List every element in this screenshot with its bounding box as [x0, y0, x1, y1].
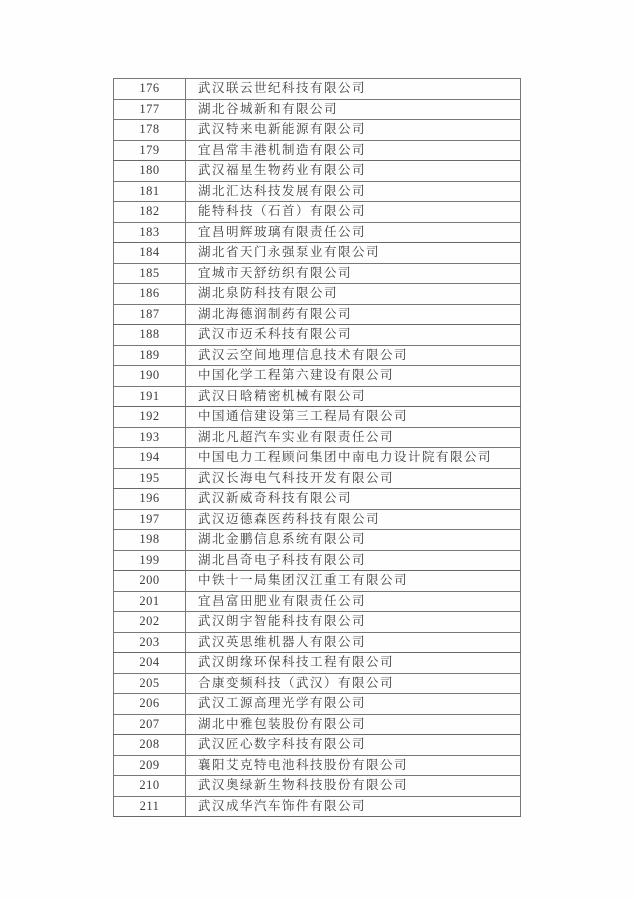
- company-name: 武汉福星生物药业有限公司: [186, 161, 521, 182]
- row-number: 185: [114, 263, 186, 284]
- table-row: [114, 694, 521, 715]
- table-row: [114, 366, 521, 387]
- row-number: 179: [114, 140, 186, 161]
- row-number: 199: [114, 550, 186, 571]
- table-row: [114, 550, 521, 571]
- company-name: 武汉奥绿新生物科技股份有限公司: [186, 776, 521, 797]
- company-table-body: [114, 79, 521, 817]
- company-name: 宜昌富田肥业有限责任公司: [186, 591, 521, 612]
- row-number: 192: [114, 407, 186, 428]
- table-row: [114, 448, 521, 469]
- table-row: [114, 755, 521, 776]
- company-name: 宜昌常丰港机制造有限公司: [186, 140, 521, 161]
- company-name: 湖北金鹏信息系统有限公司: [186, 530, 521, 551]
- row-number: 200: [114, 571, 186, 592]
- row-number: 180: [114, 161, 186, 182]
- row-number: 198: [114, 530, 186, 551]
- row-number: 191: [114, 386, 186, 407]
- table-row: [114, 304, 521, 325]
- row-number: 190: [114, 366, 186, 387]
- company-name: 能特科技（石首）有限公司: [186, 202, 521, 223]
- row-number: 177: [114, 99, 186, 120]
- company-name: 湖北昌奇电子科技有限公司: [186, 550, 521, 571]
- table-row: [114, 386, 521, 407]
- row-number: 176: [114, 79, 186, 100]
- table-row: [114, 202, 521, 223]
- table-row: [114, 407, 521, 428]
- row-number: 197: [114, 509, 186, 530]
- company-name: 宜城市天舒纺织有限公司: [186, 263, 521, 284]
- company-name: 湖北汇达科技发展有限公司: [186, 181, 521, 202]
- row-number: 207: [114, 714, 186, 735]
- company-name: 湖北海德润制药有限公司: [186, 304, 521, 325]
- table-row: [114, 632, 521, 653]
- table-row: [114, 181, 521, 202]
- row-number: 188: [114, 325, 186, 346]
- company-name: 武汉市迈禾科技有限公司: [186, 325, 521, 346]
- row-number: 178: [114, 120, 186, 141]
- row-number: 208: [114, 735, 186, 756]
- table-row: [114, 222, 521, 243]
- row-number: 206: [114, 694, 186, 715]
- row-number: 184: [114, 243, 186, 264]
- company-name: 武汉云空间地理信息技术有限公司: [186, 345, 521, 366]
- company-name: 武汉工源高理光学有限公司: [186, 694, 521, 715]
- table-row: [114, 427, 521, 448]
- table-row: [114, 673, 521, 694]
- table-row: [114, 263, 521, 284]
- row-number: 189: [114, 345, 186, 366]
- row-number: 204: [114, 653, 186, 674]
- row-number: 211: [114, 796, 186, 817]
- company-name: 湖北凡超汽车实业有限责任公司: [186, 427, 521, 448]
- table-row: [114, 468, 521, 489]
- company-name: 武汉特来电新能源有限公司: [186, 120, 521, 141]
- company-name: 武汉英思维机器人有限公司: [186, 632, 521, 653]
- table-row: [114, 489, 521, 510]
- table-row: [114, 571, 521, 592]
- company-name: 湖北谷城新和有限公司: [186, 99, 521, 120]
- table-row: [114, 243, 521, 264]
- company-name: 武汉朗缘环保科技工程有限公司: [186, 653, 521, 674]
- company-name: 武汉迈德森医药科技有限公司: [186, 509, 521, 530]
- row-number: 182: [114, 202, 186, 223]
- company-name: 武汉新威奇科技有限公司: [186, 489, 521, 510]
- row-number: 193: [114, 427, 186, 448]
- row-number: 183: [114, 222, 186, 243]
- company-name: 襄阳艾克特电池科技股份有限公司: [186, 755, 521, 776]
- company-name: 武汉联云世纪科技有限公司: [186, 79, 521, 100]
- row-number: 196: [114, 489, 186, 510]
- table-row: [114, 509, 521, 530]
- company-name: 中铁十一局集团汉江重工有限公司: [186, 571, 521, 592]
- company-name: 宜昌明辉玻璃有限责任公司: [186, 222, 521, 243]
- row-number: 187: [114, 304, 186, 325]
- table-row: [114, 345, 521, 366]
- table-row: [114, 140, 521, 161]
- table-row: [114, 161, 521, 182]
- table-row: [114, 79, 521, 100]
- row-number: 194: [114, 448, 186, 469]
- row-number: 186: [114, 284, 186, 305]
- company-name: 武汉朗宇智能科技有限公司: [186, 612, 521, 633]
- company-name: 合康变频科技（武汉）有限公司: [186, 673, 521, 694]
- row-number: 181: [114, 181, 186, 202]
- company-name: 湖北泉防科技有限公司: [186, 284, 521, 305]
- row-number: 201: [114, 591, 186, 612]
- table-row: [114, 530, 521, 551]
- row-number: 202: [114, 612, 186, 633]
- company-name: 武汉日晗精密机械有限公司: [186, 386, 521, 407]
- table-row: [114, 612, 521, 633]
- row-number: 210: [114, 776, 186, 797]
- company-list-table: [113, 78, 521, 817]
- company-name: 武汉长海电气科技开发有限公司: [186, 468, 521, 489]
- row-number: 209: [114, 755, 186, 776]
- company-name: 中国电力工程顾问集团中南电力设计院有限公司: [186, 448, 521, 469]
- row-number: 205: [114, 673, 186, 694]
- table-row: [114, 735, 521, 756]
- company-name: 武汉匠心数字科技有限公司: [186, 735, 521, 756]
- table-row: [114, 591, 521, 612]
- table-row: [114, 776, 521, 797]
- row-number: 195: [114, 468, 186, 489]
- row-number: 203: [114, 632, 186, 653]
- company-name: 中国通信建设第三工程局有限公司: [186, 407, 521, 428]
- table-row: [114, 120, 521, 141]
- table-row: [114, 714, 521, 735]
- company-name: 湖北省天门永强泵业有限公司: [186, 243, 521, 264]
- company-name: 武汉成华汽车饰件有限公司: [186, 796, 521, 817]
- table-row: [114, 653, 521, 674]
- company-name: 中国化学工程第六建设有限公司: [186, 366, 521, 387]
- table-row: [114, 284, 521, 305]
- table-row: [114, 796, 521, 817]
- company-name: 湖北中雅包装股份有限公司: [186, 714, 521, 735]
- table-row: [114, 99, 521, 120]
- table-row: [114, 325, 521, 346]
